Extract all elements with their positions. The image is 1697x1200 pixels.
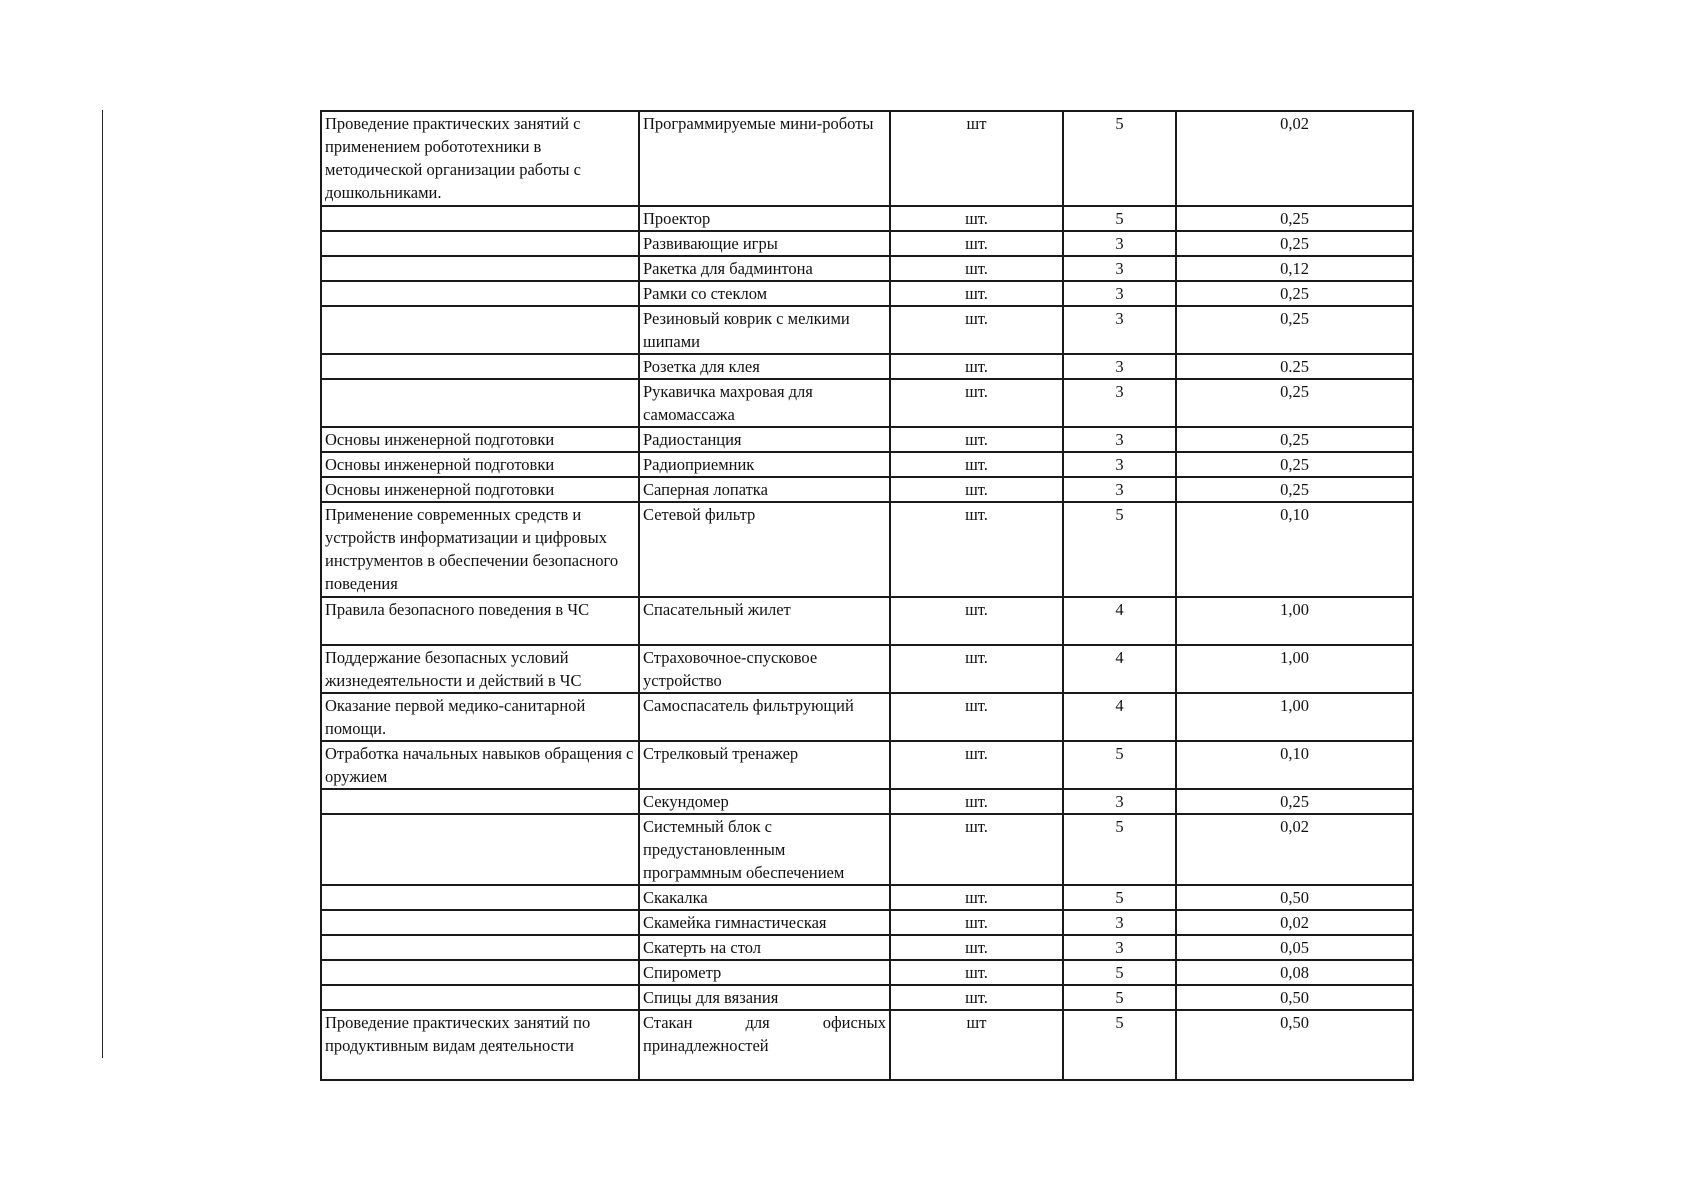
topic-cell	[321, 354, 639, 379]
table-row	[321, 814, 1413, 885]
topic-cell: Отработка начальных навыков обращения с оружием	[321, 741, 639, 789]
topic-cell: Основы инженерной подготовки	[321, 452, 639, 477]
table-row	[321, 935, 1413, 960]
topic-cell	[321, 985, 639, 1010]
topic-cell	[321, 256, 639, 281]
quantity-cell: 4	[1063, 597, 1176, 645]
value-cell: 0,02	[1176, 910, 1413, 935]
quantity-cell: 3	[1063, 789, 1176, 814]
topic-cell: Оказание первой медико-санитарной помощи.	[321, 693, 639, 741]
table-row	[321, 789, 1413, 814]
quantity-cell: 3	[1063, 452, 1176, 477]
topic-cell	[321, 379, 639, 427]
unit-cell: шт.	[890, 910, 1063, 935]
topic-cell	[321, 206, 639, 231]
unit-cell: шт.	[890, 741, 1063, 789]
quantity-cell: 5	[1063, 206, 1176, 231]
table-row	[321, 379, 1413, 427]
quantity-cell: 3	[1063, 281, 1176, 306]
value-cell: 0,02	[1176, 814, 1413, 885]
item-cell: Радиостанция	[639, 427, 890, 452]
topic-cell	[321, 960, 639, 985]
item-cell: Сетевой фильтр	[639, 502, 890, 597]
value-cell: 0,25	[1176, 306, 1413, 354]
value-cell: 0,25	[1176, 477, 1413, 502]
table-row	[321, 885, 1413, 910]
unit-cell: шт.	[890, 502, 1063, 597]
value-cell: 0,25	[1176, 231, 1413, 256]
unit-cell: шт.	[890, 354, 1063, 379]
value-cell: 0,12	[1176, 256, 1413, 281]
unit-cell: шт.	[890, 789, 1063, 814]
topic-cell	[321, 306, 639, 354]
table-row	[321, 693, 1413, 741]
quantity-cell: 5	[1063, 960, 1176, 985]
topic-cell	[321, 885, 639, 910]
topic-cell	[321, 231, 639, 256]
unit-cell: шт.	[890, 960, 1063, 985]
table-row	[321, 960, 1413, 985]
item-cell: Системный блок с предустановленным программным обеспечением	[639, 814, 890, 885]
quantity-cell: 4	[1063, 693, 1176, 741]
topic-cell	[321, 935, 639, 960]
equipment-table	[320, 110, 1414, 1081]
table-row	[321, 645, 1413, 693]
unit-cell: шт.	[890, 231, 1063, 256]
unit-cell: шт.	[890, 452, 1063, 477]
value-cell: 0,05	[1176, 935, 1413, 960]
item-cell: Рамки со стеклом	[639, 281, 890, 306]
value-cell: 0,25	[1176, 427, 1413, 452]
table-row	[321, 910, 1413, 935]
value-cell: 1,00	[1176, 597, 1413, 645]
topic-cell: Правила безопасного поведения в ЧС	[321, 597, 639, 645]
item-cell: Программируемые мини-роботы	[639, 111, 890, 206]
table-row	[321, 477, 1413, 502]
unit-cell: шт.	[890, 281, 1063, 306]
unit-cell: шт.	[890, 645, 1063, 693]
item-cell: Розетка для клея	[639, 354, 890, 379]
topic-cell: Применение современных средств и устройств информатизации и цифровых инструментов в обеспечении безопасного поведения	[321, 502, 639, 597]
unit-cell: шт.	[890, 427, 1063, 452]
table-row	[321, 985, 1413, 1010]
topic-cell: Поддержание безопасных условий жизнедеятельности и действий в ЧС	[321, 645, 639, 693]
quantity-cell: 5	[1063, 814, 1176, 885]
value-cell: 0,25	[1176, 789, 1413, 814]
quantity-cell: 3	[1063, 231, 1176, 256]
value-cell: 0,25	[1176, 452, 1413, 477]
value-cell: 1,00	[1176, 693, 1413, 741]
quantity-cell: 3	[1063, 256, 1176, 281]
table-row	[321, 427, 1413, 452]
value-cell: 0,25	[1176, 281, 1413, 306]
unit-cell: шт.	[890, 985, 1063, 1010]
value-cell: 0,25	[1176, 206, 1413, 231]
topic-cell	[321, 814, 639, 885]
unit-cell: шт.	[890, 477, 1063, 502]
value-cell: 0,08	[1176, 960, 1413, 985]
unit-cell: шт.	[890, 814, 1063, 885]
unit-cell: шт	[890, 111, 1063, 206]
quantity-cell: 5	[1063, 1010, 1176, 1080]
value-cell: 0,02	[1176, 111, 1413, 206]
quantity-cell: 3	[1063, 477, 1176, 502]
page-margin-line	[102, 110, 103, 1058]
value-cell: 1,00	[1176, 645, 1413, 693]
unit-cell: шт.	[890, 306, 1063, 354]
item-cell: Скакалка	[639, 885, 890, 910]
item-cell: Развивающие игры	[639, 231, 890, 256]
value-cell: 0,50	[1176, 885, 1413, 910]
quantity-cell: 3	[1063, 910, 1176, 935]
item-cell: Саперная лопатка	[639, 477, 890, 502]
item-cell: Рукавичка махровая для самомассажа	[639, 379, 890, 427]
item-cell: Стакан для офисных принадлежностей	[639, 1010, 890, 1080]
unit-cell: шт.	[890, 206, 1063, 231]
item-cell: Скамейка гимнастическая	[639, 910, 890, 935]
unit-cell: шт.	[890, 693, 1063, 741]
item-cell: Спицы для вязания	[639, 985, 890, 1010]
item-cell: Резиновый коврик с мелкими шипами	[639, 306, 890, 354]
item-cell: Спасательный жилет	[639, 597, 890, 645]
quantity-cell: 3	[1063, 354, 1176, 379]
table-row	[321, 206, 1413, 231]
value-cell: 0.25	[1176, 354, 1413, 379]
topic-cell: Проведение практических занятий с применением робототехники в методической организации работы с дошкольниками.	[321, 111, 639, 206]
item-cell: Радиоприемник	[639, 452, 890, 477]
unit-cell: шт.	[890, 885, 1063, 910]
table-row	[321, 741, 1413, 789]
table-row	[321, 256, 1413, 281]
unit-cell: шт.	[890, 597, 1063, 645]
quantity-cell: 3	[1063, 306, 1176, 354]
unit-cell: шт.	[890, 379, 1063, 427]
quantity-cell: 3	[1063, 379, 1176, 427]
quantity-cell: 5	[1063, 985, 1176, 1010]
value-cell: 0,25	[1176, 379, 1413, 427]
item-cell: Проектор	[639, 206, 890, 231]
table-row	[321, 306, 1413, 354]
item-cell: Спирометр	[639, 960, 890, 985]
topic-cell: Основы инженерной подготовки	[321, 427, 639, 452]
item-cell: Скатерть на стол	[639, 935, 890, 960]
value-cell: 0,50	[1176, 1010, 1413, 1080]
table-row	[321, 354, 1413, 379]
item-cell: Стрелковый тренажер	[639, 741, 890, 789]
table-row	[321, 111, 1413, 206]
quantity-cell: 3	[1063, 427, 1176, 452]
value-cell: 0,10	[1176, 741, 1413, 789]
item-cell: Секундомер	[639, 789, 890, 814]
item-cell: Ракетка для бадминтона	[639, 256, 890, 281]
unit-cell: шт	[890, 1010, 1063, 1080]
quantity-cell: 3	[1063, 935, 1176, 960]
table-row	[321, 597, 1413, 645]
quantity-cell: 5	[1063, 885, 1176, 910]
unit-cell: шт.	[890, 256, 1063, 281]
table-row	[321, 452, 1413, 477]
item-cell: Страховочное-спусковое устройство	[639, 645, 890, 693]
table-row	[321, 1010, 1413, 1080]
table-row	[321, 281, 1413, 306]
table-row	[321, 231, 1413, 256]
topic-cell	[321, 281, 639, 306]
topic-cell: Проведение практических занятий по продуктивным видам деятельности	[321, 1010, 639, 1080]
quantity-cell: 5	[1063, 111, 1176, 206]
item-cell: Самоспасатель фильтрующий	[639, 693, 890, 741]
topic-cell	[321, 789, 639, 814]
quantity-cell: 4	[1063, 645, 1176, 693]
value-cell: 0,10	[1176, 502, 1413, 597]
quantity-cell: 5	[1063, 502, 1176, 597]
table-row	[321, 502, 1413, 597]
topic-cell: Основы инженерной подготовки	[321, 477, 639, 502]
quantity-cell: 5	[1063, 741, 1176, 789]
unit-cell: шт.	[890, 935, 1063, 960]
value-cell: 0,50	[1176, 985, 1413, 1010]
topic-cell	[321, 910, 639, 935]
